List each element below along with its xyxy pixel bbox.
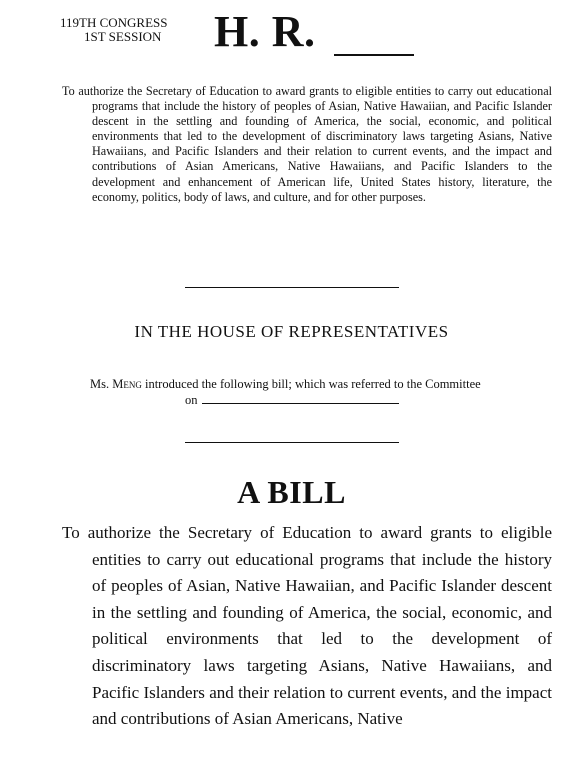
chamber-heading: IN THE HOUSE OF REPRESENTATIVES bbox=[134, 322, 449, 341]
bill-heading: A BILL bbox=[237, 474, 346, 510]
sponsor-prefix: Ms. bbox=[90, 377, 110, 391]
sponsor-name: Meng bbox=[112, 377, 142, 391]
divider-rule bbox=[185, 287, 399, 288]
congress-session-block bbox=[60, 16, 168, 44]
bill-summary: To authorize the Secretary of Education to award grants to eligible entities to carry out educational programs that include the history of peoples of Asian, Native Hawaiian, and Pacific Islander descent in the settling and founding of America, the social, economic, and political environments that led to the development of discriminatory laws targeting Asians, Native Hawaiians, and Pacific Islanders and their relation to current events, and the impact and contributions of Asian Americans, Native Hawaiians, and Pacific Islanders to the development and enhancement of American life, United States history, literature, the economy, politics, body of laws, and culture, and for other purposes. bbox=[62, 84, 552, 204]
committee-blank bbox=[202, 403, 399, 404]
session-number: 1ST SESSION bbox=[84, 29, 162, 44]
committee-line bbox=[90, 392, 520, 408]
introduction-text: introduced the following bill; which was referred to the Committee bbox=[144, 377, 481, 391]
bill-body-text: To authorize the Secretary of Education to award grants to eligible entities to carry out educational programs that include the history of peoples of Asian, Native Hawaiian, and Pacific Islander descent in the settling and founding of America, the social, economic, and political environments that led to the development of discriminatory laws targeting Asians, Native Hawaiians, and Pacific Islanders and their relation to current events, and the impact and contributions of Asian Americans, Native bbox=[62, 523, 552, 729]
congress-number: 119TH CONGRESS bbox=[60, 15, 168, 30]
bill-designation: H. R. bbox=[214, 7, 316, 56]
introduction-statement bbox=[90, 376, 520, 408]
bill-number-blank bbox=[334, 54, 414, 56]
committee-on-label: on bbox=[185, 393, 198, 407]
divider-rule bbox=[185, 442, 399, 443]
